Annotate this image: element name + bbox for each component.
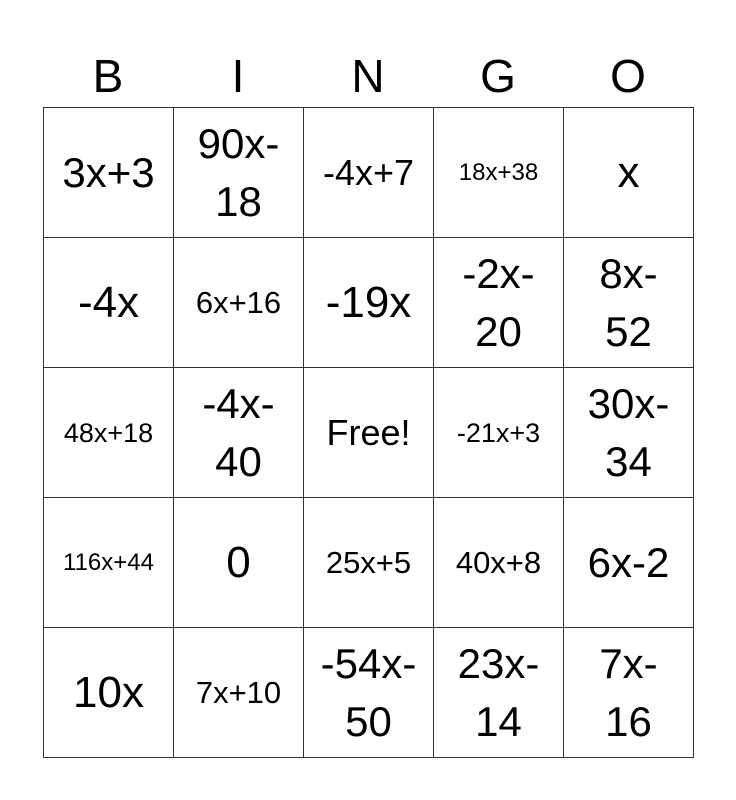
bingo-header xyxy=(43,46,693,106)
bingo-cell[interactable] xyxy=(44,238,174,368)
cell-text: -54x- 50 xyxy=(320,639,417,745)
bingo-cell[interactable] xyxy=(564,498,694,628)
bingo-cell[interactable] xyxy=(304,238,434,368)
cell-text: 7x- 16 xyxy=(599,639,658,745)
cell-text: 116x+44 xyxy=(63,548,154,576)
cell-text: -4x xyxy=(77,277,140,327)
header-letter-i: I xyxy=(231,50,245,102)
cell-text: 18x+38 xyxy=(458,158,539,186)
cell-text: 7x+10 xyxy=(195,674,282,710)
cell-text: Free! xyxy=(326,411,411,453)
bingo-cell[interactable] xyxy=(304,498,434,628)
free-space[interactable] xyxy=(304,368,434,498)
bingo-cell[interactable] xyxy=(434,368,564,498)
cell-text: 10x xyxy=(73,667,144,717)
header-letter-o: O xyxy=(610,50,646,102)
cell-text: 8x- 52 xyxy=(599,249,658,355)
bingo-cell[interactable] xyxy=(434,238,564,368)
header-letter-g: G xyxy=(480,50,516,102)
cell-text: -21x+3 xyxy=(456,417,541,448)
bingo-cell[interactable] xyxy=(44,498,174,628)
cell-text: 6x+16 xyxy=(195,284,282,320)
cell-text: 3x+3 xyxy=(62,148,155,196)
bingo-cell[interactable] xyxy=(174,108,304,238)
cell-text: 48x+18 xyxy=(63,417,154,448)
bingo-cell[interactable] xyxy=(304,628,434,758)
bingo-cell[interactable] xyxy=(174,238,304,368)
cell-text: 40x+8 xyxy=(455,544,542,580)
bingo-cell[interactable] xyxy=(434,628,564,758)
header-letter-n: N xyxy=(351,50,385,102)
cell-text: 90x- 18 xyxy=(197,119,280,225)
bingo-cell[interactable] xyxy=(44,368,174,498)
bingo-cell[interactable] xyxy=(564,108,694,238)
bingo-cell[interactable] xyxy=(434,498,564,628)
cell-text: 25x+5 xyxy=(325,544,412,580)
cell-text: -4x- 40 xyxy=(202,379,275,485)
bingo-cell[interactable] xyxy=(174,498,304,628)
cell-text: 0 xyxy=(226,537,251,587)
bingo-cell[interactable] xyxy=(174,628,304,758)
cell-text: -2x- 20 xyxy=(462,249,535,355)
bingo-cell[interactable] xyxy=(44,108,174,238)
cell-text: -4x+7 xyxy=(322,151,415,193)
cell-text: 30x- 34 xyxy=(587,379,670,485)
bingo-cell[interactable] xyxy=(304,108,434,238)
bingo-cell[interactable] xyxy=(564,368,694,498)
bingo-board xyxy=(43,107,694,758)
bingo-cell[interactable] xyxy=(564,238,694,368)
cell-text: x xyxy=(617,147,640,197)
bingo-cell[interactable] xyxy=(44,628,174,758)
bingo-cell[interactable] xyxy=(174,368,304,498)
cell-text: 23x- 14 xyxy=(457,639,540,745)
bingo-cell[interactable] xyxy=(564,628,694,758)
bingo-cell[interactable] xyxy=(434,108,564,238)
cell-text: 6x-2 xyxy=(587,538,670,586)
header-letter-b: B xyxy=(92,50,124,102)
cell-text: -19x xyxy=(325,277,412,327)
